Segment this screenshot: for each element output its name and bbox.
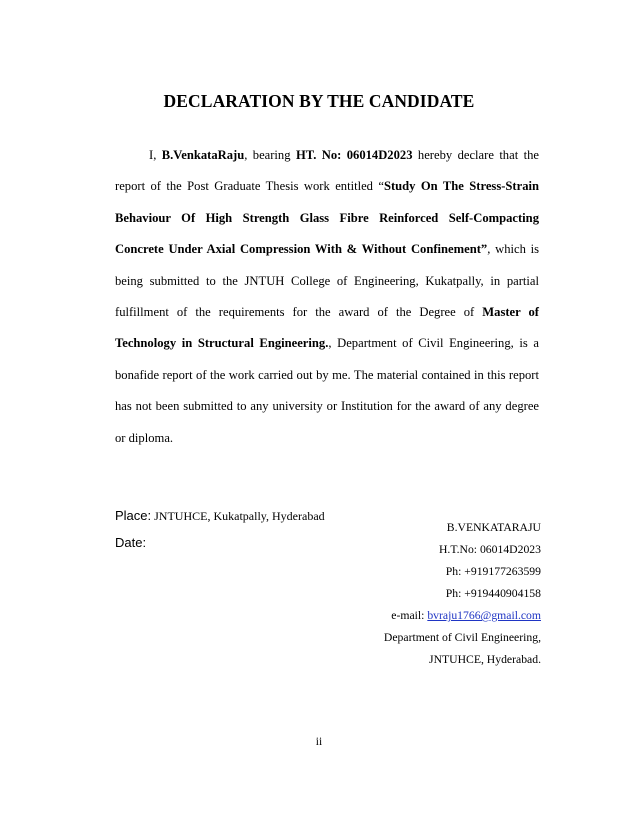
text-segment: I, <box>149 148 162 162</box>
page-number: ii <box>315 736 323 748</box>
place-value: JNTUHCE, Kukatpally, Hyderabad <box>154 509 325 523</box>
degree-name: Master of Technology in Structural Engineering. <box>115 305 540 351</box>
signature-block <box>384 517 541 671</box>
date-label: Date: <box>115 535 147 550</box>
signer-ht-number: H.T.No: 06014D2023 <box>438 543 541 556</box>
date-line <box>115 534 146 552</box>
text-segment: , which is being submitted to the JNTUH College of Engineering, Kukatpally, in partial fulfillment of the requirements for the award of the Degree of <box>115 242 539 320</box>
page-title: DECLARATION BY THE CANDIDATE <box>163 91 475 111</box>
signer-name: B.VENKATARAJU <box>446 521 541 534</box>
ht-number: HT. No: 06014D2023 <box>295 148 413 162</box>
email-label: e-mail: <box>391 609 428 622</box>
signer-college: JNTUHCE, Hyderabad. <box>429 653 541 666</box>
text-segment: , bearing <box>244 148 296 162</box>
declaration-paragraph <box>115 140 539 454</box>
signer-phone-1: Ph: +919177263599 <box>445 565 541 578</box>
place-label: Place: <box>115 508 152 523</box>
signer-department: Department of Civil Engineering, <box>383 631 541 644</box>
text-segment: , Department of Civil Engineering, is a bonafide report of the work carried out by me. The material contained in this report has not been submitted to any university or Institution for the award of any degree or diploma. <box>115 336 540 445</box>
thesis-title: Study On The Stress-Strain Behaviour Of High Strength Glass Fibre Reinforced Self-Compacting Concrete Under Axial Compression With & Without Confinement” <box>115 179 539 257</box>
signer-phone-2: Ph: +919440904158 <box>445 587 541 600</box>
text-segment: hereby declare that the report of the Post Graduate Thesis work entitled “ <box>115 148 539 194</box>
email-link[interactable]: bvraju1766@gmail.com <box>427 609 541 622</box>
candidate-name: B.VenkataRaju <box>161 148 245 162</box>
signer-email-line <box>384 605 541 627</box>
place-line <box>115 508 325 524</box>
